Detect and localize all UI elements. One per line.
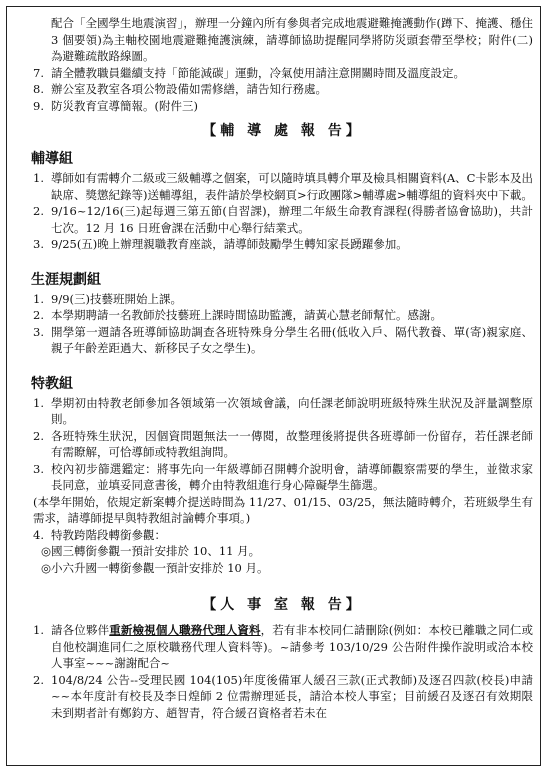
list-item	[33, 324, 533, 357]
list-item	[33, 527, 533, 544]
special-ed-group-title: 特教組	[31, 375, 73, 392]
item-text: 9/16~12/16(三)起每週三第五節(自習課)，辦理二年級生命教育課程(得勝者協會協助)，共計七次。12 月 16 日班會課在活動中心舉行結業式。	[51, 204, 533, 235]
item-text: 本學期聘請一名教師於技藝班上課時間協助監護，請黃心慧老師幫忙。感謝。	[51, 308, 442, 322]
item-text: 104/8/24 公告--受理民國 104(105)年度後備軍人緩召三款(正式教師)及逐召四款(校長)申請~~本年度計有校長及李日煌師 2 位需辦理延長，請洽本校人事室；目前緩召及逐召有效期限未到期者計有鄭鈞方、趙智青，符合緩召資格者若未在	[51, 672, 533, 720]
item-number: 2.	[33, 204, 44, 218]
emphasized-text: 重新檢視個人職務代理人資料	[109, 623, 261, 637]
guidance-section-title: 【輔 導 處 報 告】	[202, 123, 364, 139]
referral-note: (本學年開始，依規定新案轉介提送時間為 11/27、01/15、03/25，無法隨時轉介，若班級學生有需求，請導師提早與特教組討論轉介事項。)	[33, 494, 533, 525]
item-number: 2.	[33, 672, 44, 687]
personnel-section-title: 【人 事 室 報 告】	[202, 597, 364, 613]
item-number: 1.	[33, 171, 44, 185]
list-item	[33, 395, 533, 428]
item-number: 1.	[33, 395, 44, 410]
career-group-title: 生涯規劃組	[31, 271, 101, 288]
list-item	[33, 65, 533, 82]
list-item	[33, 98, 533, 115]
list-item	[33, 81, 533, 98]
item-number: 7.	[33, 65, 44, 80]
list-item	[33, 236, 533, 253]
item-text: 校內初步篩選鑑定：將事先向一年級導師召開轉介說明會，請導師觀察需要的學生，並徵求家長同意，並填妥同意書後，轉介由特教組進行身心障礙學生篩選。	[51, 461, 533, 492]
sub-item: ◎國三轉銜參觀一預計安排於 10、11 月。	[41, 544, 261, 558]
item-text: 9/9(三)技藝班開始上課。	[51, 291, 182, 306]
item-number: 3.	[33, 237, 44, 251]
list-item	[33, 291, 533, 308]
item-text-post: ，若有非本校同仁請刪除(例如：本校已離職之同仁或自他校調進同仁之原校職務代理人資料等)。~請參考 103/10/29 公告附件操作說明或洽本校人事室~~~謝謝配合~	[51, 623, 533, 670]
list-item	[33, 622, 533, 672]
document-page	[6, 6, 541, 766]
item-number: 3.	[33, 461, 44, 476]
list-item	[33, 672, 533, 722]
document-content	[33, 15, 533, 721]
item-number: 2.	[33, 428, 44, 443]
item-text: 請全體教職員繼續支持「節能減碳」運動，冷氣使用請注意開關時間及溫度設定。	[51, 65, 465, 80]
item-text: 開學第一週請各班導師協助調查各班特殊身分學生名冊(低收入戶、隔代教養、單(寄)親家庭、親子年齡差距過大、新移民子女之學生)。	[51, 324, 533, 355]
item-number: 9.	[33, 98, 44, 113]
item-text	[51, 622, 533, 672]
list-item	[33, 170, 533, 203]
item-number: 4.	[33, 527, 44, 542]
list-item	[33, 461, 533, 494]
list-item	[33, 307, 533, 324]
item-number: 1.	[33, 291, 44, 306]
list-item	[33, 203, 533, 236]
item-text: 學期初由特教老師參加各領域第一次領域會議，向任課老師說明班級特殊生狀況及評量調整原則。	[51, 395, 533, 426]
guidance-group-title: 輔導組	[31, 151, 73, 167]
item-text: 各班特殊生狀況，因個資問題無法一一傳閱，故整理後將提供各班導師一份留存，若任課老師有需瞭解，可恰導師或特教組詢問。	[51, 428, 533, 459]
item-text: 防災教育宣導簡報。(附件三)	[51, 98, 198, 113]
item-number: 2.	[33, 308, 44, 322]
item-text: 特教跨階段轉銜參觀：	[51, 527, 166, 542]
continued-paragraph: 配合「全國學生地震演習」，辦理一分鐘內所有參與者完成地震避難掩護動作(蹲下、掩護、穩住 3 個要領)為主軸校園地震避難掩護演練，請導師協助提醒同學將防災頭套帶至學校；附件(二)為避難疏散路線圖。	[51, 16, 533, 63]
list-item	[33, 428, 533, 461]
item-text: 導師如有需轉介二級或三級輔導之個案，可以隨時填具轉介單及檢具相關資料(A、C卡影本及出缺席、獎懲紀錄等)送輔導組，表件請於學校網頁>行政團隊>輔導處>輔導組的資料夾中下載。	[51, 171, 533, 202]
item-number: 1.	[33, 623, 44, 637]
item-number: 8.	[33, 82, 44, 96]
item-text-pre: 請各位夥伴	[51, 623, 110, 637]
sub-item: ◎小六升國一轉銜參觀一預計安排於 10 月。	[41, 560, 269, 575]
item-text: 9/25(五)晚上辦理親職教育座談，請導師鼓勵學生轉知家長踴躍參加。	[51, 237, 408, 251]
item-number: 3.	[33, 324, 44, 339]
item-text: 辦公室及教室各項公物設備如需修繕，請告知行務處。	[51, 82, 327, 96]
